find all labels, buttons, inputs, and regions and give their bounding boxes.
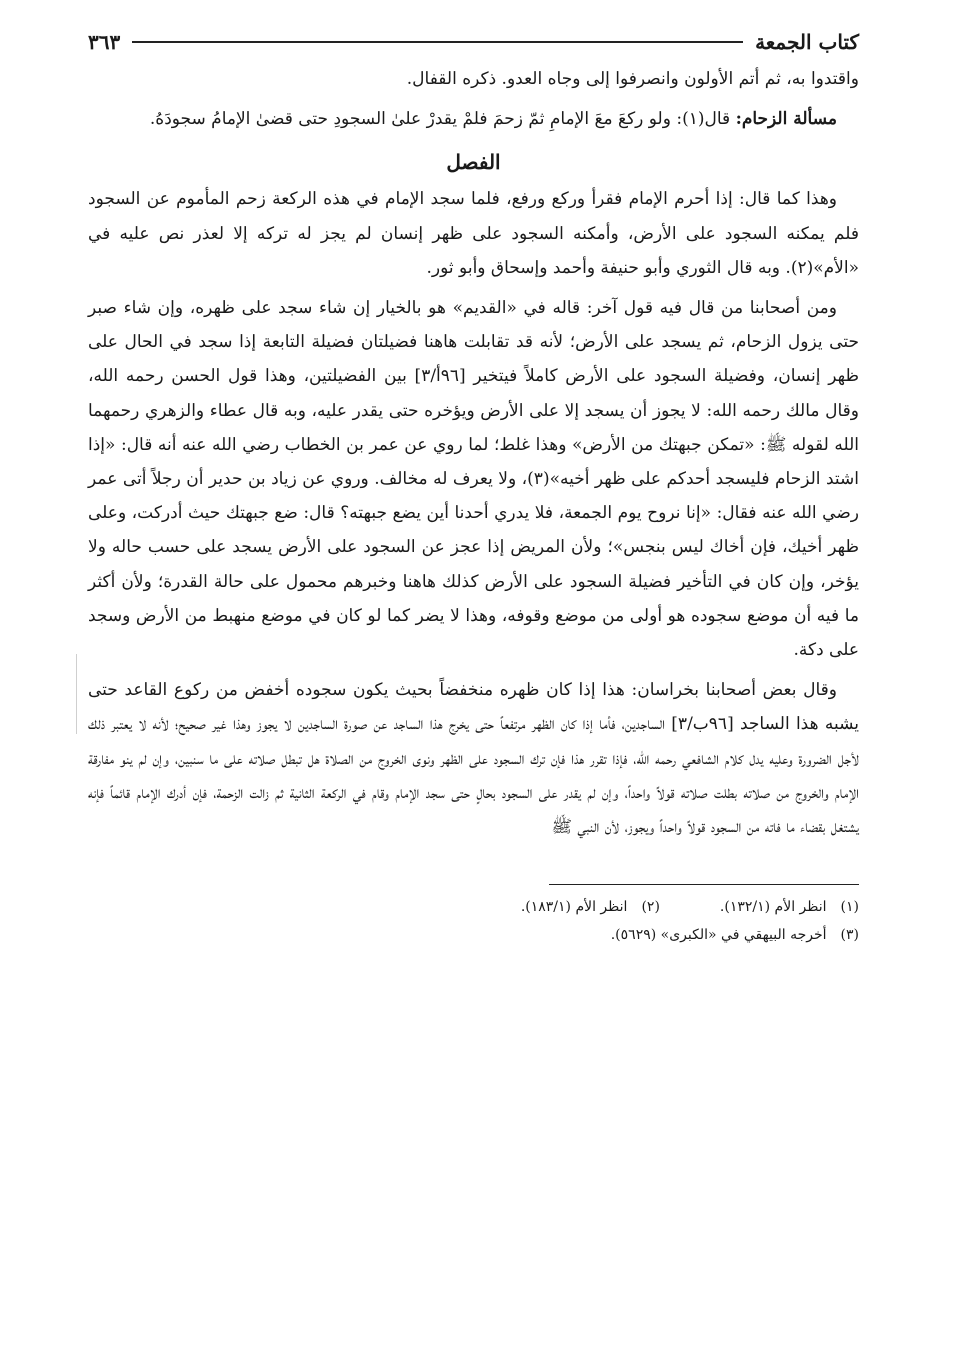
footnote-rule [549, 884, 859, 885]
footnote-1 [720, 893, 859, 921]
footnote-3-number: (٣) [840, 927, 859, 944]
paragraph-2: ومن أصحابنا من قال فيه قول آخر: قاله في «القديم» هو بالخيار إن شاء سجد على ظهره، وإن شاء صبر حتى يزول الزحام، ثم يسجد على الأرض؛ لأنه قد تقابلت هاهنا فضيلتان فضيلة التابعة إذا سجد في الحال على ظهر إنسان، وفضيلة السجود على الأرض كاملاً فيتخير [٩٦أ/٣] بين الفضيلتين، وهذا قول الحسن رحمه الله، وقال مالك رحمه الله: لا يجوز أن يسجد إلا على الأرض ويؤخره حتى يقدر عليه، وبه قال عطاء والزهري رحمهما الله لقوله ﷺ: «تمكن جبهتك من الأرض» وهذا غلط؛ لما روي عن عمر بن الخطاب رضي الله عنه أنه قال: «إذا اشتد الزحام فليسجد أحدكم على ظهر أخيه»(٣)، ولا يعرف له مخالف. وروي عن زياد بن حدير أن رجلاً أتى عمر رضي الله عنه فقال: «إنا نروح يوم الجمعة، فلا يدري أحدنا أين يضع جبهته؟ قال: ضع جبهتك حيث أدركت، وعلى ظهر أخيك، فإن أخاك ليس بنجس»؛ ولأن المريض إذا عجز عن السجود على الأرض يسجد على حسب حاله ولا يؤخر، وإن كان في التأخير فضيلة السجود على الأرض كذلك هاهنا وخبرهم محمول على حالة القدرة؛ ولأن أكثر ما فيه أن موضع سجوده هو أولى من موضع وقوفه، وهذا لا يضر كما لو كان في موضع منهبط من الأرض وسجد على دكة. [88, 298, 859, 661]
footnote-2-number: (٢) [641, 899, 660, 916]
page-header [88, 22, 859, 62]
header-rule [132, 41, 743, 43]
footnote-3-text: أخرجه البيهقي في «الكبرى» (٥٦٢٩). [610, 927, 827, 944]
footnote-2 [521, 893, 660, 921]
issue-label: مسألة الزحام: [735, 109, 837, 130]
issue-paragraph [88, 102, 859, 136]
margin-mark [76, 654, 77, 734]
footnote-3 [611, 921, 859, 949]
page-number: ٣٦٣ [88, 30, 121, 54]
footnote-2-text: انظر الأم (١٨٣/١). [520, 899, 628, 916]
footnote-1-text: انظر الأم (١٣٢/١). [719, 899, 827, 916]
chapter-title: كتاب الجمعة [755, 30, 859, 54]
footnotes [88, 893, 859, 949]
footnote-1-number: (١) [840, 899, 859, 916]
footnote-row [88, 921, 859, 949]
footnote-row [88, 893, 859, 921]
intro-line: واقتدوا به، ثم أتم الأولون وانصرفوا إلى وجاه العدو. ذكره القفال. [406, 69, 859, 89]
paragraph-1: وهذا كما قال: إذا أحرم الإمام فقرأ وركع ورفع، فلما سجد الإمام في هذه الركعة زحم المأموم عن السجود فلم يمكنه السجود على الأرض، وأمكنه السجود على ظهر إنسان لم يجز له تركه إلا لعذر نص عليه في «الأم»(٢). وبه قال الثوري وأبو حنيفة وأحمد وإسحاق وأبو ثور. [88, 189, 859, 278]
section-title: الفصل [446, 150, 501, 175]
paragraph-3: وقال بعض أصحابنا بخراسان: هذا إذا كان ظهره منخفضاً بحيث يكون سجوده أخفض من ركوع القاعد حتى يشبه هذا الساجد [٩٦ب/٣] الساجدين، فأما إذا كان الظهر مرتفعاً حتى يخرج هذا الساجد عن صورة الساجدين لا يجوز وهذا غير صحيح؛ لأنه لا يعتبر ذلك لأجل الضرورة وعليه يدل كلام الشافعي رحمه الله، فإذا تقرر هذا فإن ترك السجود على الظهر ونوى الخروج من الصلاة هل تبطل صلاته على ما سنبين، وإن لم ينو مفارقة الإمام والخروج من صلاته بطلت صلاته قولاً واحداً، وإن لم يقدر على السجود بحالٍ حتى سجد الإمام وقام في الركعة الثانية ثم زالت الزحمة، فإن أدرك الإمام قائماً فإنه يشتغل بقضاء ما فاته من السجود قولاً واحداً ويجوز، لأن النبي ﷺ [88, 680, 859, 838]
issue-text: قال(١): ولو ركعَ معَ الإمامِ ثمّ زحمَ فلمْ يقدرْ علىٰ السجودِ حتى قضىٰ الإمامُ سجودَهُ. [149, 109, 731, 130]
